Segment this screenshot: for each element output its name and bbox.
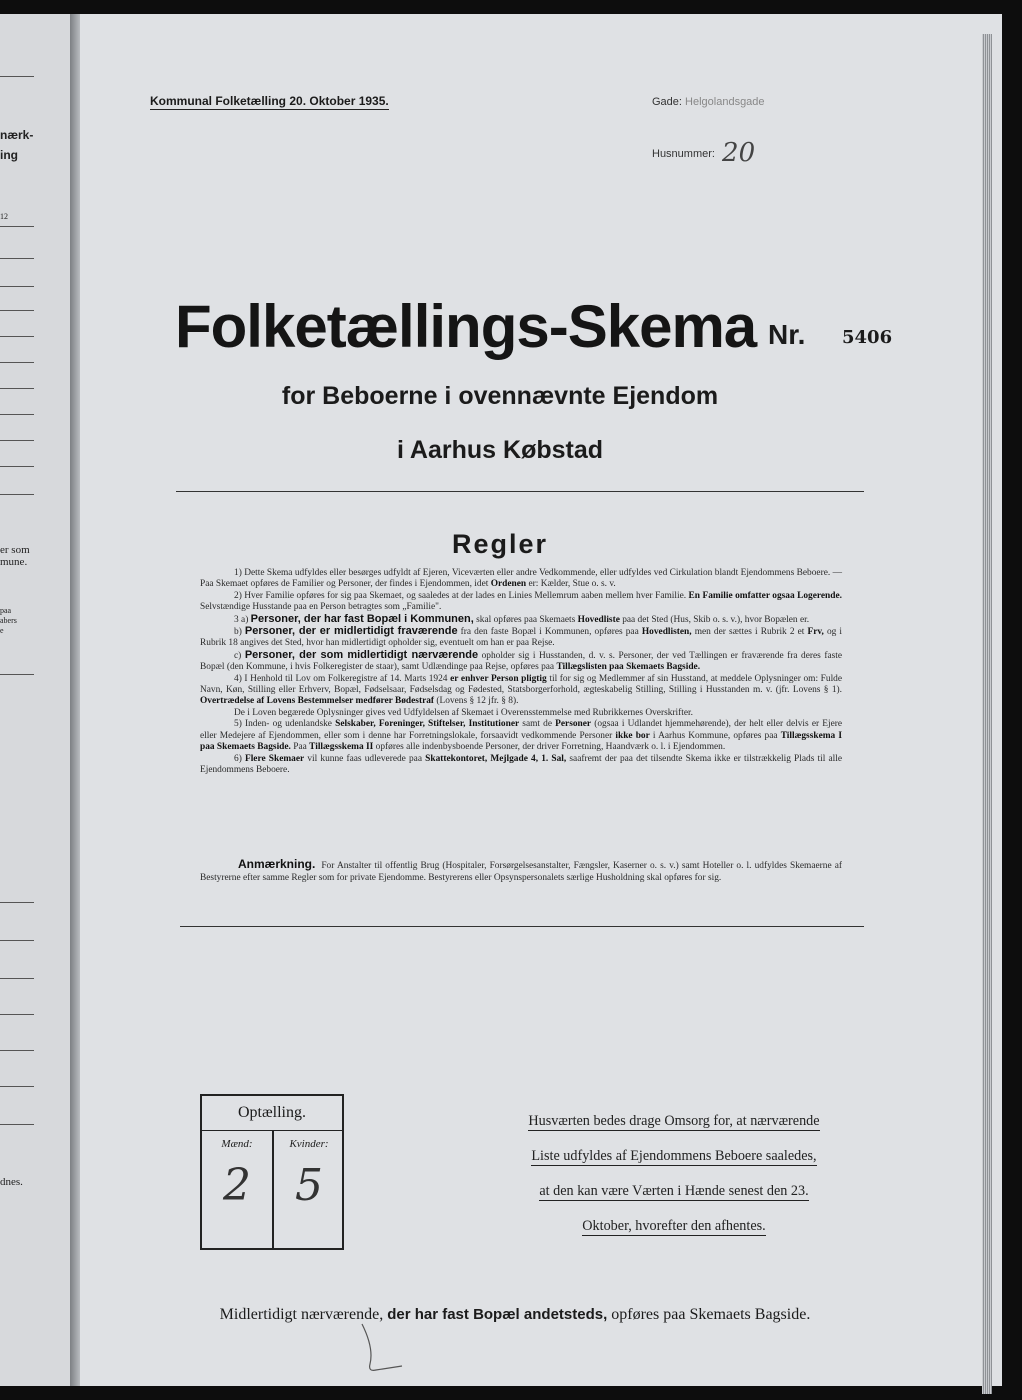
street-label: Gade: (652, 96, 682, 108)
rule-bold: Flere Skemaer (244, 753, 305, 764)
divider-line (176, 491, 864, 492)
divider-line (180, 926, 864, 927)
rule-bold: Selskaber, Foreninger, Stiftelser, Institutioner (335, 719, 520, 730)
rule-text: 4) I Henhold til Lov om Folkeregistre af 14. Marts 1924 (234, 673, 448, 684)
rule-line (0, 362, 34, 363)
rule-heading: Personer, der som midlertidigt nærværende (244, 648, 479, 661)
rule-text: 6) (234, 753, 242, 764)
rule-text: fra den faste Bopæl i Kommunen, opføres paa (460, 627, 639, 638)
annotation-heading: Anmærkning. (238, 857, 316, 871)
rule-text: Paa (293, 742, 307, 753)
rule-bold: Hovedlisten, (641, 627, 692, 638)
form-number-value: 5406 (842, 327, 893, 348)
rule-text: paa det Sted (Hus, Skib o. s. v.), hvor Bopælen er. (622, 614, 810, 625)
left-fragment-text: ing (0, 148, 18, 162)
pencil-mark-icon (352, 1320, 412, 1380)
form-city: i Aarhus Købstad (396, 436, 604, 464)
rule-line (0, 76, 34, 77)
previous-page-edge (0, 14, 72, 1386)
street-field (652, 96, 765, 108)
house-number-value: 20 (722, 138, 756, 168)
annotation-text: For Anstalter til offentlig Brug (Hospitaler, Forsørgelsesanstalter, Fængsler, Kaserner o. s. v.) samt Hoteller o. l. udfyldes Skemaerne af Bestyrerne efter samme Regler som for private Ejendomme. Bestyrerens eller Opsynspersonalets særlige Husholdning skal opføres for sig. (200, 861, 842, 883)
notice-text: Husværten bedes drage Omsorg for, at nærværende (528, 1113, 820, 1129)
footer-bold: der har fast Bopæl andetsteds, (387, 1306, 608, 1323)
rule-3b (200, 626, 842, 650)
form-subtitle: for Beboerne i ovennævnte Ejendom (281, 382, 719, 410)
rule-text: til for sig og Medlemmer af sin Husstand, at meddele Oplysninger om: Fulde Navn, Køn, Stilling eller Erhverv, Bopæl, Fødselsaar, Fødselsdag og Fødested, Statsborgerforhold, ægteskabelig Stilling, Stilling i Husstanden m. v. (jfr. Lovens § 1). (200, 673, 843, 696)
rule-bold: Tillægsskema I paa Skemaets Bagside. (200, 730, 842, 753)
rule-text: (Lovens § 12 jfr. § 8). (436, 696, 519, 707)
rule-3c (200, 650, 842, 674)
rule-bold: En Familie omfatter ogsaa Logerende. (688, 590, 842, 601)
rule-text: 1) Dette Skema udfyldes eller besørges udfyldt af Ejeren, Viceværten eller andre Vedkommende, eller udfyldes ved Cirkulation blandt Ejendommens Beboere. — Paa Skemaet opføres de Familier og Personer, der findes i Ejendommen, idet (200, 568, 842, 590)
rule-line (0, 310, 34, 311)
rule-line (0, 1124, 34, 1125)
left-fragment-text: 12 (0, 212, 8, 221)
rule-line (0, 258, 34, 259)
rule-bold: Tillægsskema II (309, 742, 374, 753)
census-header: Kommunal Folketælling 20. Oktober 1935. (150, 94, 389, 108)
rule-text: men der sættes i Rubrik 2 et (694, 627, 805, 638)
rules-heading: Regler (451, 529, 549, 559)
rule-text: Selvstændige Husstande paa en Person betragtes som „Familie". (200, 602, 442, 613)
rule-text: saafremt der paa det tilsendte Skema ikke er tilstrækkelig Plads til alle Ejendommens Beboere. (200, 753, 843, 775)
landlord-notice (506, 1104, 842, 1244)
rules-text (200, 568, 842, 776)
notice-text: at den kan være Værten i Hænde senest den 23. (539, 1183, 809, 1199)
house-number-label: Husnummer: (652, 148, 715, 160)
count-title: Optælling. (202, 1096, 342, 1131)
form-number-label: Nr. (768, 319, 806, 350)
rule-text: De i Loven begærede Oplysninger gives ved Udfyldelsen af Skemaet i Overensstemmelse med Rubrikkernes Overskrifter. (234, 707, 693, 718)
rule-bold: Skattekontoret, Mejlgade 4, 1. Sal, (425, 753, 567, 764)
women-label: Kvinder: (289, 1138, 329, 1150)
rule-heading: Personer, der har fast Bopæl i Kommunen, (250, 612, 474, 625)
left-fragment-text: abers (0, 616, 17, 625)
annotation-note (200, 859, 842, 885)
rule-line (0, 466, 34, 467)
rule-text: c) (234, 650, 242, 661)
page-stack-edge (982, 34, 992, 1394)
rule-bold: Hovedliste (577, 614, 620, 625)
count-box (200, 1094, 344, 1250)
rule-text: skal opføres paa Skemaets (476, 614, 576, 625)
rule-4-note (200, 708, 842, 719)
rule-5 (200, 719, 842, 753)
men-label: Mænd: (221, 1138, 253, 1150)
rule-1 (200, 568, 842, 591)
left-fragment-text: mune. (0, 556, 28, 568)
rule-line (0, 440, 34, 441)
rule-bold: Tillægslisten paa Skemaets Bagside. (556, 662, 701, 673)
left-fragment-text: paa (0, 606, 12, 615)
rule-line (0, 286, 34, 287)
rule-bold: Frv, (807, 627, 824, 638)
women-count: 5 (295, 1160, 323, 1211)
footer-note (80, 1306, 950, 1324)
notice-line (506, 1104, 842, 1139)
notice-line (506, 1209, 842, 1244)
rule-4 (200, 674, 842, 708)
rule-line (0, 226, 34, 227)
rule-heading: Personer, der er midlertidigt fraværende (244, 625, 458, 638)
rule-text: 3 a) (234, 614, 249, 625)
rule-text: vil kunne faas udleverede paa (307, 753, 422, 764)
rule-bold: Overtrædelse af Lovens Bestemmelser medfører Bødestraf (200, 696, 435, 707)
rule-line (0, 1086, 34, 1087)
rule-bold: Ordenen (490, 579, 527, 590)
rule-bold: Personer (555, 719, 592, 730)
rule-text: er: Kælder, Stue o. s. v. (528, 579, 616, 590)
form-title: Folketællings-Skema (175, 293, 757, 360)
rule-line (0, 978, 34, 979)
street-value: Helgolandsgade (685, 96, 765, 108)
census-form-page (80, 14, 1002, 1386)
rule-line (0, 1050, 34, 1051)
rule-line (0, 494, 34, 495)
rule-line (0, 674, 34, 675)
left-fragment-text: dnes. (0, 1176, 23, 1188)
footer-text: Midlertidigt nærværende, (219, 1306, 384, 1323)
rule-line (0, 336, 34, 337)
rule-line (0, 902, 34, 903)
rule-text: 5) Inden- og udenlandske (234, 719, 332, 730)
rule-line (0, 940, 34, 941)
rule-bold: ikke bor (615, 730, 650, 741)
notice-line (506, 1139, 842, 1174)
rule-text: i Aarhus Kommune, opføres paa (652, 730, 778, 741)
left-fragment-text: e (0, 626, 4, 635)
left-fragment-text: er som (0, 544, 30, 556)
rule-text: 2) Hver Familie opføres for sig paa Skemaet, og saaledes at der lades en Linies Mellemrum aaben mellem hver Familie. (234, 590, 687, 601)
rule-text: b) (234, 627, 242, 638)
rule-6 (200, 754, 842, 777)
rule-text: opholder sig i Husstanden, d. v. s. Personer, der ved Tællingen er fraværende fra deres faste Bopæl (den Kommune, i hvis Folkeregister de staar), samt Udlændinge paa Rejse, opføres paa (200, 650, 843, 673)
rule-bold: er enhver Person pligtig (450, 673, 547, 684)
men-count: 2 (223, 1160, 251, 1211)
notice-text: Oktober, hvorefter den afhentes. (582, 1218, 766, 1234)
left-fragment-text: nærk- (0, 128, 34, 142)
notice-text: Liste udfyldes af Ejendommens Beboere saaledes, (531, 1148, 817, 1164)
notice-line (506, 1174, 842, 1209)
rule-line (0, 1014, 34, 1015)
house-number-field (652, 134, 756, 168)
rule-text: opføres alle indenbysboende Personer, der driver Forretning, Haandværk o. l. i Ejendommen. (375, 742, 726, 753)
rule-2 (200, 591, 842, 614)
rule-text: (ogsaa i Udlandet hjemmehørende), der helt eller delvis er Ejere eller Medejere af Ejendommen, eller som i denne har Forretningslokale, forsaavidt vedkommende Personer (200, 719, 843, 741)
rule-line (0, 388, 34, 389)
footer-text: opføres paa Skemaets Bagside. (611, 1306, 811, 1323)
rule-text: samt de (522, 719, 553, 730)
book-spine (70, 14, 80, 1386)
rule-line (0, 414, 34, 415)
rule-text: og i Rubrik 18 angives det Sted, hvor han midlertidigt opholder sig, eventuelt om han er paa Rejse. (200, 627, 843, 649)
